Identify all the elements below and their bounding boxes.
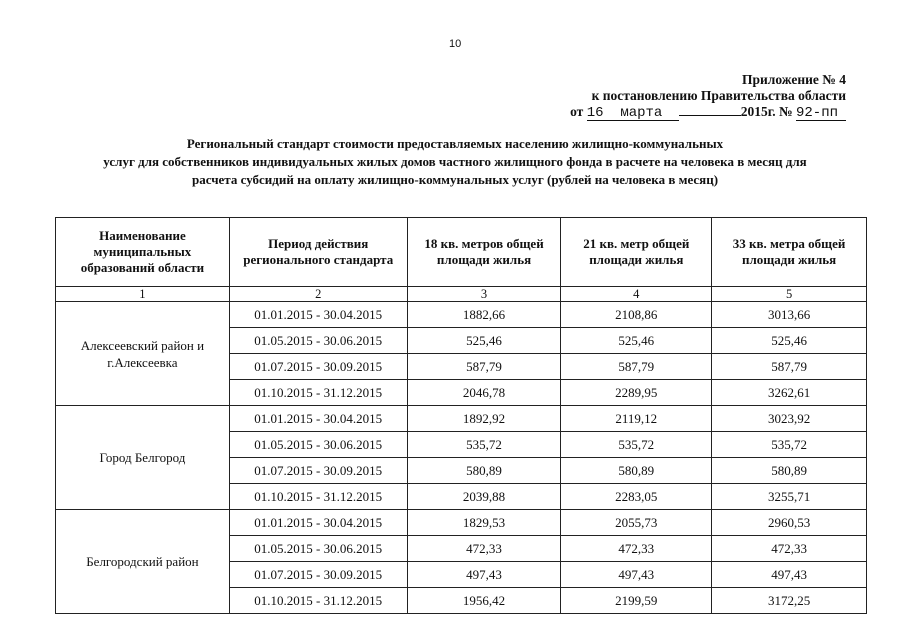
standard-cost-table [55, 217, 867, 614]
value-18-cell: 472,33 [407, 536, 561, 562]
appendix-from-label: от [570, 104, 584, 119]
title-line-1: Региональный стандарт стоимости предоставляемых населению жилищно-коммунальных [186, 136, 724, 151]
period-cell: 01.05.2015 - 30.06.2015 [229, 328, 407, 354]
value-21-cell: 2119,12 [561, 406, 712, 432]
column-number: 4 [561, 287, 712, 302]
column-number: 3 [407, 287, 561, 302]
appendix-date-blank [587, 106, 679, 121]
value-33-cell: 525,46 [712, 328, 867, 354]
document-title [60, 135, 850, 189]
value-18-cell: 1882,66 [407, 302, 561, 328]
period-cell: 01.05.2015 - 30.06.2015 [229, 432, 407, 458]
value-21-cell: 535,72 [561, 432, 712, 458]
table-row [56, 302, 867, 328]
table-row [56, 510, 867, 536]
value-33-cell: 3262,61 [712, 380, 867, 406]
value-33-cell: 3255,71 [712, 484, 867, 510]
header-33-sqm: 33 кв. метра общей площади жилья [712, 218, 867, 287]
period-cell: 01.01.2015 - 30.04.2015 [229, 510, 407, 536]
municipality-name: Белгородский район [56, 510, 230, 614]
appendix-date-underline [679, 115, 741, 116]
period-cell: 01.01.2015 - 30.04.2015 [229, 302, 407, 328]
period-cell: 01.10.2015 - 31.12.2015 [229, 484, 407, 510]
appendix-title: Приложение № 4 [742, 72, 846, 87]
value-21-cell: 2289,95 [561, 380, 712, 406]
appendix-resolution: к постановлению Правительства области [591, 88, 846, 103]
header-period: Период действия регионального стандарта [229, 218, 407, 287]
value-18-cell: 2039,88 [407, 484, 561, 510]
period-cell: 01.07.2015 - 30.09.2015 [229, 354, 407, 380]
value-33-cell: 587,79 [712, 354, 867, 380]
value-21-cell: 2055,73 [561, 510, 712, 536]
value-18-cell: 2046,78 [407, 380, 561, 406]
value-33-cell: 3023,92 [712, 406, 867, 432]
value-33-cell: 2960,53 [712, 510, 867, 536]
value-33-cell: 535,72 [712, 432, 867, 458]
value-33-cell: 580,89 [712, 458, 867, 484]
value-18-cell: 535,72 [407, 432, 561, 458]
period-cell: 01.10.2015 - 31.12.2015 [229, 380, 407, 406]
value-33-cell: 497,43 [712, 562, 867, 588]
header-21-sqm: 21 кв. метр общей площади жилья [561, 218, 712, 287]
period-cell: 01.10.2015 - 31.12.2015 [229, 588, 407, 614]
appendix-number: 92-пп [796, 106, 846, 121]
title-line-2: услуг для собственников индивидуальных жилых домов частного жилищного фонда в расчете на человека в месяц для [103, 154, 807, 169]
value-33-cell: 3013,66 [712, 302, 867, 328]
appendix-year-label: 2015г. № [740, 104, 793, 119]
period-cell: 01.05.2015 - 30.06.2015 [229, 536, 407, 562]
value-21-cell: 472,33 [561, 536, 712, 562]
appendix-month: марта [620, 105, 663, 121]
value-21-cell: 580,89 [561, 458, 712, 484]
header-18-sqm: 18 кв. метров общей площади жилья [407, 218, 561, 287]
period-cell: 01.07.2015 - 30.09.2015 [229, 562, 407, 588]
table-header-row [56, 218, 867, 287]
municipality-name: Город Белгород [56, 406, 230, 510]
header-municipality: Наименование муниципальных образований области [56, 218, 230, 287]
value-18-cell: 1829,53 [407, 510, 561, 536]
value-33-cell: 3172,25 [712, 588, 867, 614]
column-number-row [56, 287, 867, 302]
value-21-cell: 525,46 [561, 328, 712, 354]
value-18-cell: 497,43 [407, 562, 561, 588]
period-cell: 01.01.2015 - 30.04.2015 [229, 406, 407, 432]
value-21-cell: 2283,05 [561, 484, 712, 510]
appendix-day: 16 [586, 105, 604, 121]
table-row [56, 406, 867, 432]
appendix-header [570, 72, 846, 121]
value-21-cell: 497,43 [561, 562, 712, 588]
value-21-cell: 587,79 [561, 354, 712, 380]
value-18-cell: 580,89 [407, 458, 561, 484]
value-33-cell: 472,33 [712, 536, 867, 562]
column-number: 1 [56, 287, 230, 302]
value-18-cell: 587,79 [407, 354, 561, 380]
municipality-name: Алексеевский район и г.Алексеевка [56, 302, 230, 406]
page-number: 10 [449, 38, 462, 50]
value-21-cell: 2108,86 [561, 302, 712, 328]
value-18-cell: 525,46 [407, 328, 561, 354]
value-18-cell: 1956,42 [407, 588, 561, 614]
period-cell: 01.07.2015 - 30.09.2015 [229, 458, 407, 484]
value-21-cell: 2199,59 [561, 588, 712, 614]
column-number: 2 [229, 287, 407, 302]
title-line-3: расчета субсидий на оплату жилищно-коммунальных услуг (рублей на человека в месяц) [191, 172, 719, 187]
appendix-date-line [570, 104, 846, 121]
column-number: 5 [712, 287, 867, 302]
value-18-cell: 1892,92 [407, 406, 561, 432]
